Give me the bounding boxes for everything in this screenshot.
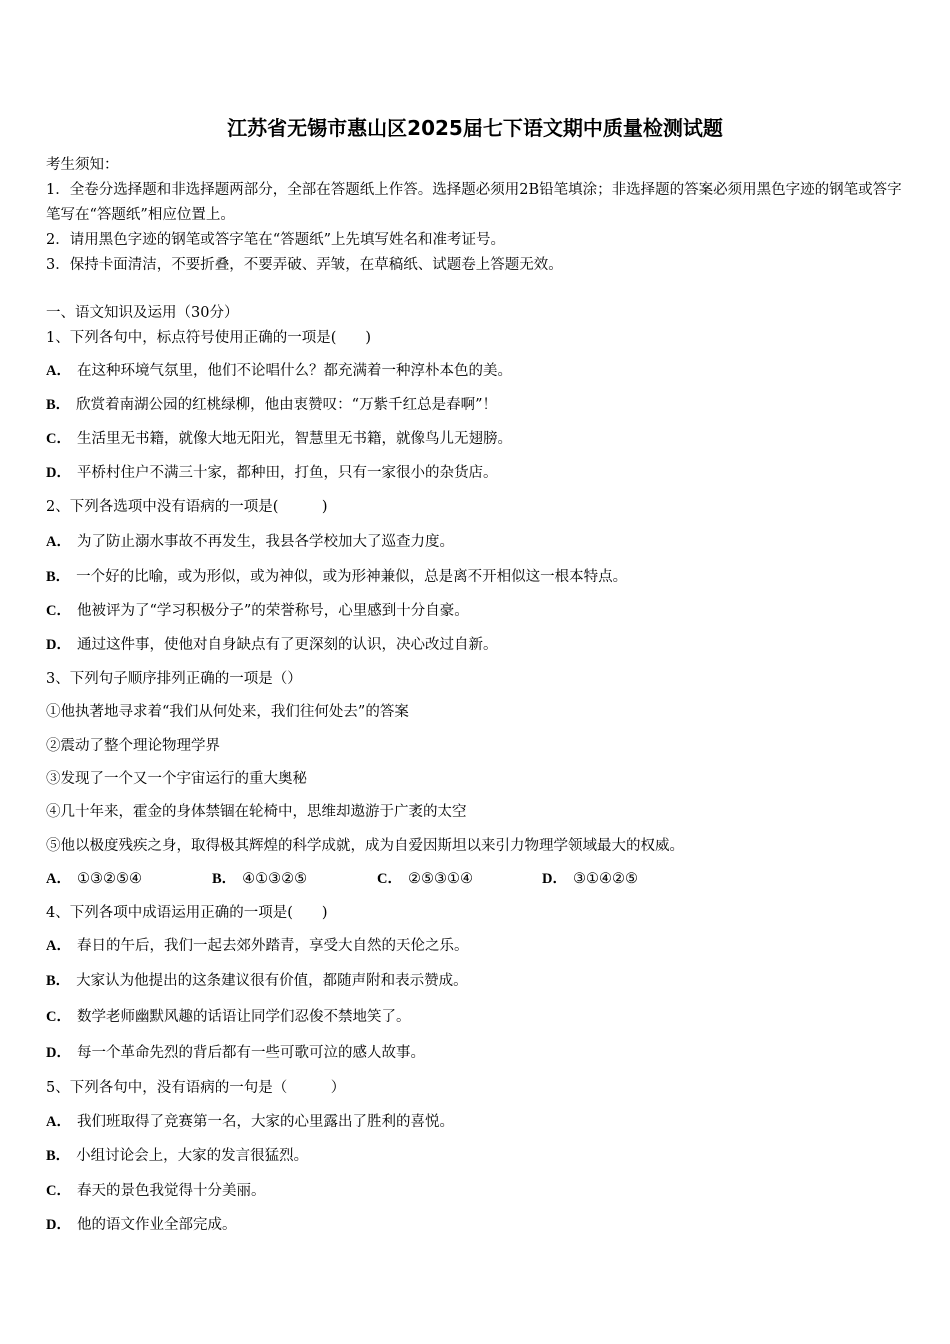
option-text: 我们班取得了竞赛第一名，大家的心里露出了胜利的喜悦。	[76, 1114, 454, 1130]
option-a	[46, 934, 468, 955]
notice-heading: 考生须知：	[46, 157, 119, 173]
option-b	[212, 867, 307, 888]
option-text: ③①④②⑤	[572, 871, 638, 887]
option-letter: C．	[46, 1183, 71, 1199]
option-text: 小组讨论会上，大家的发言很猛烈。	[76, 1148, 309, 1164]
option-text: ①③②⑤④	[76, 871, 142, 887]
option-a	[46, 1110, 454, 1131]
option-text: 平桥村住户不满三十家，都种田，打鱼，只有一家很小的杂货店。	[76, 465, 498, 481]
option-a	[46, 867, 142, 888]
option-letter: B．	[46, 397, 71, 413]
option-letter: B．	[212, 871, 237, 887]
question-stem: 1、下列各句中，标点符号使用正确的一项是( )	[46, 330, 372, 346]
option-c	[46, 1179, 265, 1200]
page-title: 江苏省无锡市惠山区2025届七下语文期中质量检测试题	[227, 116, 723, 140]
option-letter: C．	[46, 1009, 71, 1025]
question-stem: 2、下列各选项中没有语病的一项是( )	[46, 499, 328, 515]
option-d	[46, 1213, 236, 1234]
option-text: 欣赏着南湖公园的红桃绿柳，他由衷赞叹：“万紫千红总是春啊”！	[76, 397, 497, 413]
option-letter: B．	[46, 1148, 71, 1164]
option-letter: A．	[46, 534, 71, 550]
option-letter: C．	[46, 603, 71, 619]
option-text: 一个好的比喻，或为形似，或为神似，或为形神兼似，总是离不开相似这一根本特点。	[76, 569, 628, 585]
sentence-item: ③发现了一个又一个宇宙运行的重大奥秘	[46, 771, 307, 787]
option-letter: A．	[46, 871, 71, 887]
option-text: 大家认为他提出的这条建议很有价值，都随声附和表示赞成。	[76, 973, 468, 989]
option-letter: D．	[46, 465, 71, 481]
sentence-item: ①他执著地寻求着“我们从何处来，我们往何处去”的答案	[46, 704, 409, 720]
option-letter: D．	[46, 1217, 71, 1233]
option-d	[46, 1041, 425, 1062]
sentence-item: ②震动了整个理论物理学界	[46, 738, 220, 754]
sentence-item: ⑤他以极度残疾之身，取得极其辉煌的科学成就，成为自爱因斯坦以来引力物理学领域最大的权威。	[46, 838, 684, 854]
option-letter: D．	[542, 871, 567, 887]
option-text: 他的语文作业全部完成。	[76, 1217, 237, 1233]
option-text: 春天的景色我觉得十分美丽。	[76, 1183, 266, 1199]
option-text: 通过这件事，使他对自身缺点有了更深刻的认识，决心改过自新。	[76, 637, 498, 653]
sentence-item: ④几十年来，霍金的身体禁锢在轮椅中，思维却遨游于广袤的太空	[46, 804, 467, 820]
option-letter: B．	[46, 973, 71, 989]
option-d	[46, 633, 497, 654]
option-letter: A．	[46, 938, 71, 954]
option-a	[46, 530, 454, 551]
option-a	[46, 359, 512, 380]
option-c	[46, 599, 469, 620]
notice-item: 2．请用黑色字迹的钢笔或答字笔在“答题纸”上先填写姓名和准考证号。	[46, 232, 506, 248]
option-b	[46, 393, 497, 414]
option-c	[46, 427, 512, 448]
question-stem: 3、下列句子顺序排列正确的一项是（）	[46, 671, 302, 687]
option-d	[46, 461, 497, 482]
option-b	[46, 565, 627, 586]
option-text: ②⑤③①④	[407, 871, 473, 887]
option-letter: B．	[46, 569, 71, 585]
option-d	[542, 867, 638, 888]
option-b	[46, 1144, 308, 1165]
option-b	[46, 969, 468, 990]
notice-item: 1．全卷分选择题和非选择题两部分，全部在答题纸上作答。选择题必须用2B铅笔填涂；非选择题的答案必须用黑色字迹的钢笔或答字笔写在“答题纸”相应位置上。	[46, 182, 902, 223]
notice-item: 3．保持卡面清洁，不要折叠，不要弄破、弄皱，在草稿纸、试题卷上答题无效。	[46, 257, 563, 273]
option-text: 数学老师幽默风趣的话语让同学们忍俊不禁地笑了。	[76, 1009, 411, 1025]
option-text: 为了防止溺水事故不再发生，我县各学校加大了巡查力度。	[76, 534, 454, 550]
option-letter: D．	[46, 1045, 71, 1061]
option-text: 生活里无书籍，就像大地无阳光，智慧里无书籍，就像鸟儿无翅膀。	[76, 431, 512, 447]
option-text: 在这种环境气氛里，他们不论唱什么？都充满着一种淳朴本色的美。	[76, 363, 512, 379]
option-c	[46, 1005, 410, 1026]
option-letter: C．	[46, 431, 71, 447]
option-letter: D．	[46, 637, 71, 653]
question-stem: 5、下列各句中，没有语病的一句是（ ）	[46, 1080, 346, 1096]
section-heading: 一、语文知识及运用（30分）	[46, 305, 239, 321]
question-stem: 4、下列各项中成语运用正确的一项是( )	[46, 905, 328, 921]
option-c	[377, 867, 473, 888]
option-text: 每一个革命先烈的背后都有一些可歌可泣的感人故事。	[76, 1045, 425, 1061]
option-text: ④①③②⑤	[242, 871, 308, 887]
option-text: 春日的午后，我们一起去郊外踏青，享受大自然的天伦之乐。	[76, 938, 469, 954]
option-letter: A．	[46, 1114, 71, 1130]
notice-block	[46, 153, 906, 278]
option-letter: A．	[46, 363, 71, 379]
option-letter: C．	[377, 871, 402, 887]
option-text: 他被评为了“学习积极分子”的荣誉称号，心里感到十分自豪。	[76, 603, 469, 619]
